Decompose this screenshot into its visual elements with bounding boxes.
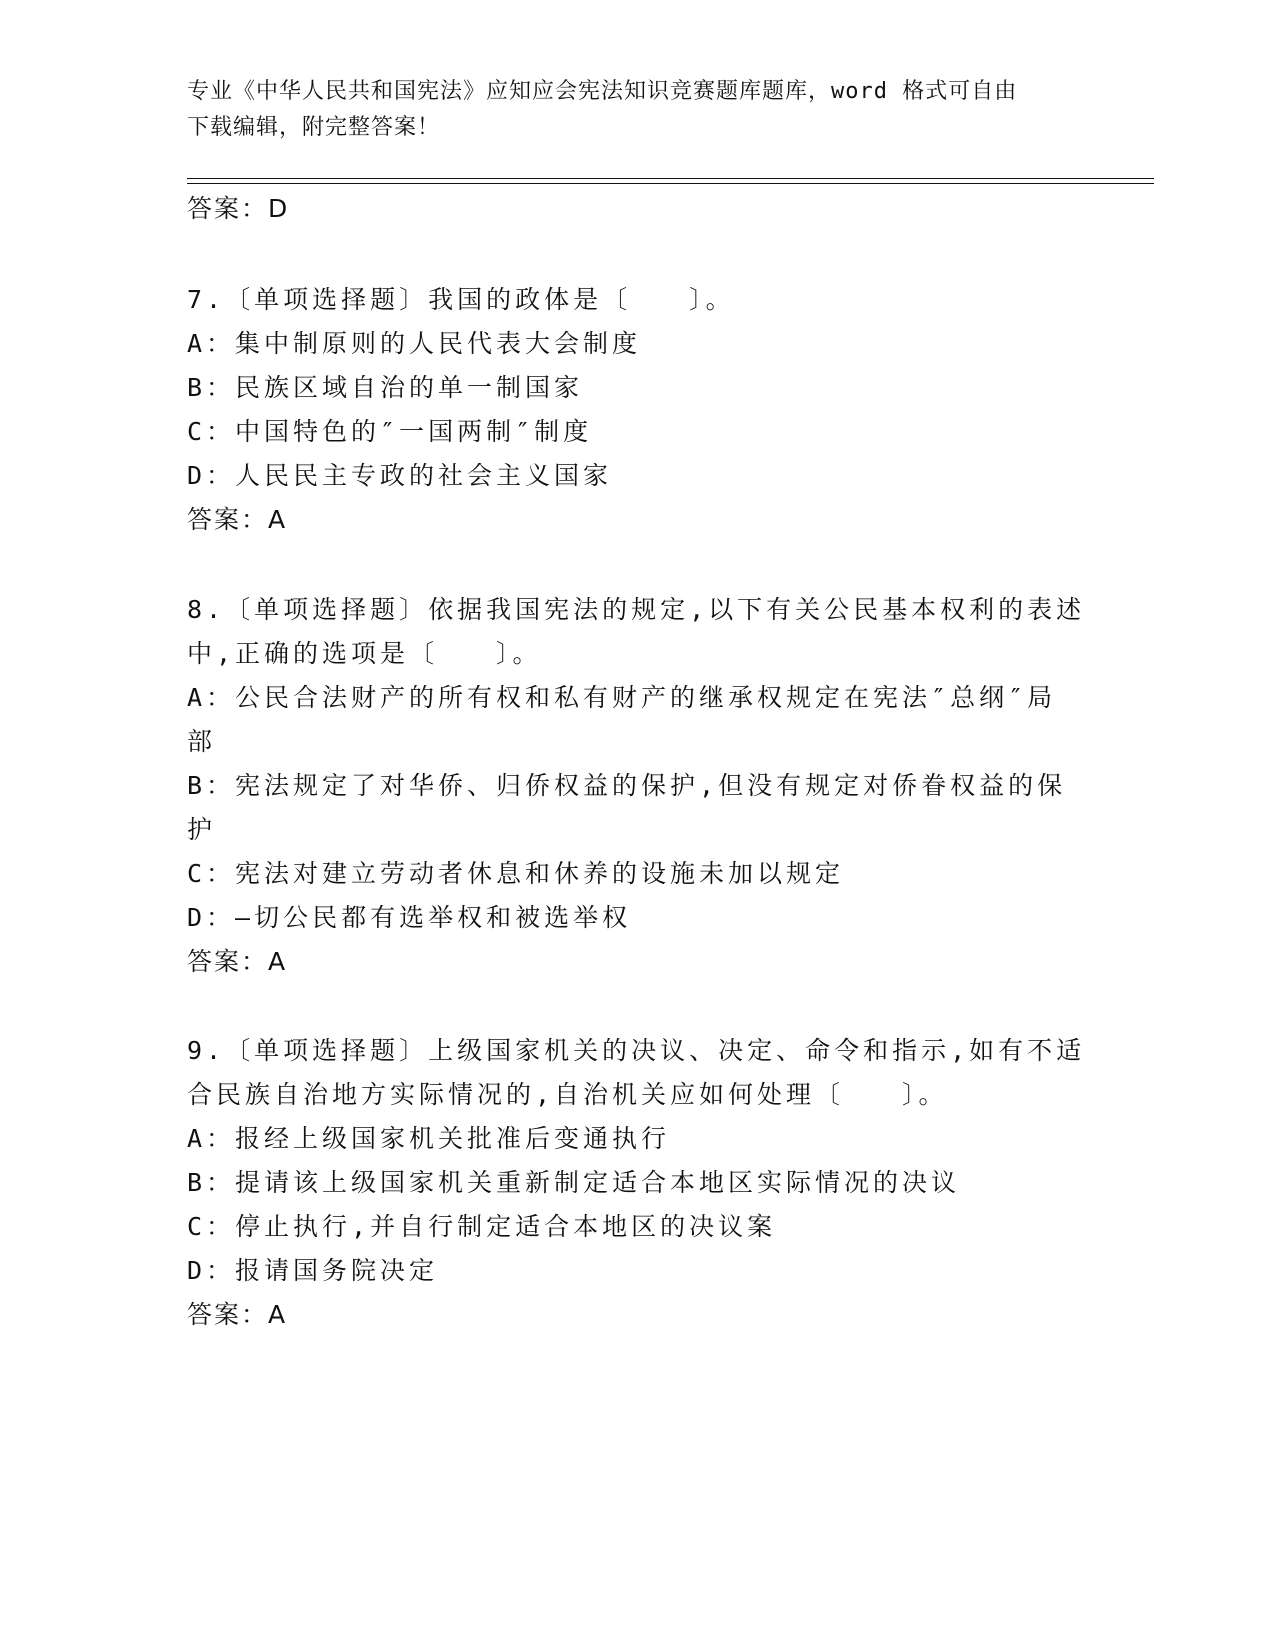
question-8-text-line-2: 中,正确的选项是〔 〕。 [187,639,542,668]
question-9-option-a: A：报经上级国家机关批准后变通执行 [187,1124,671,1153]
question-8-option-a-line-1: A：公民合法财产的所有权和私有财产的继承权规定在宪法″总纲″局 [187,683,1057,712]
question-7-option-b: B：民族区域自治的单一制国家 [187,373,584,402]
header-divider-bottom [187,183,1154,184]
document-header [187,74,1087,146]
question-7-option-a: A：集中制原则的人民代表大会制度 [187,329,642,358]
question-7-option-d: D：人民民主专政的社会主义国家 [187,461,613,490]
question-9-option-b: B：提请该上级国家机关重新制定适合本地区实际情况的决议 [187,1168,961,1197]
answer-q6: 答案：D [187,194,290,223]
answer-q7: 答案：A [187,505,288,534]
question-9-option-c: C：停止执行,并自行制定适合本地区的决议案 [187,1212,777,1241]
question-8-option-b-line-1: B：宪法规定了对华侨、归侨权益的保护,但没有规定对侨眷权益的保 [187,771,1067,800]
question-8-option-d: D：—切公民都有选举权和被选举权 [187,903,632,932]
question-8-option-a-line-2: 部 [187,727,217,756]
answer-q9: 答案：A [187,1300,288,1329]
question-9-text-line-1: 9.〔单项选择题〕上级国家机关的决议、决定、命令和指示,如有不适 [187,1036,1086,1065]
header-divider-top [187,178,1154,179]
question-8-option-c: C：宪法对建立劳动者休息和休养的设施未加以规定 [187,859,845,888]
question-9-text-line-2: 合民族自治地方实际情况的,自治机关应如何处理〔 〕。 [187,1080,948,1109]
header-line-1: 专业《中华人民共和国宪法》应知应会宪法知识竞赛题库题库，word 格式可自由 [187,79,1018,104]
answer-q8: 答案：A [187,947,288,976]
question-9-option-d: D：报请国务院决定 [187,1256,439,1285]
question-7-option-c: C：中国特色的″一国两制″制度 [187,417,593,446]
header-line-2: 下载编辑，附完整答案！ [187,115,441,140]
question-8-option-b-line-2: 护 [187,815,217,844]
question-7-text: 7.〔单项选择题〕我国的政体是〔 〕。 [187,285,735,314]
question-8-text-line-1: 8.〔单项选择题〕依据我国宪法的规定,以下有关公民基本权利的表述 [187,595,1086,624]
